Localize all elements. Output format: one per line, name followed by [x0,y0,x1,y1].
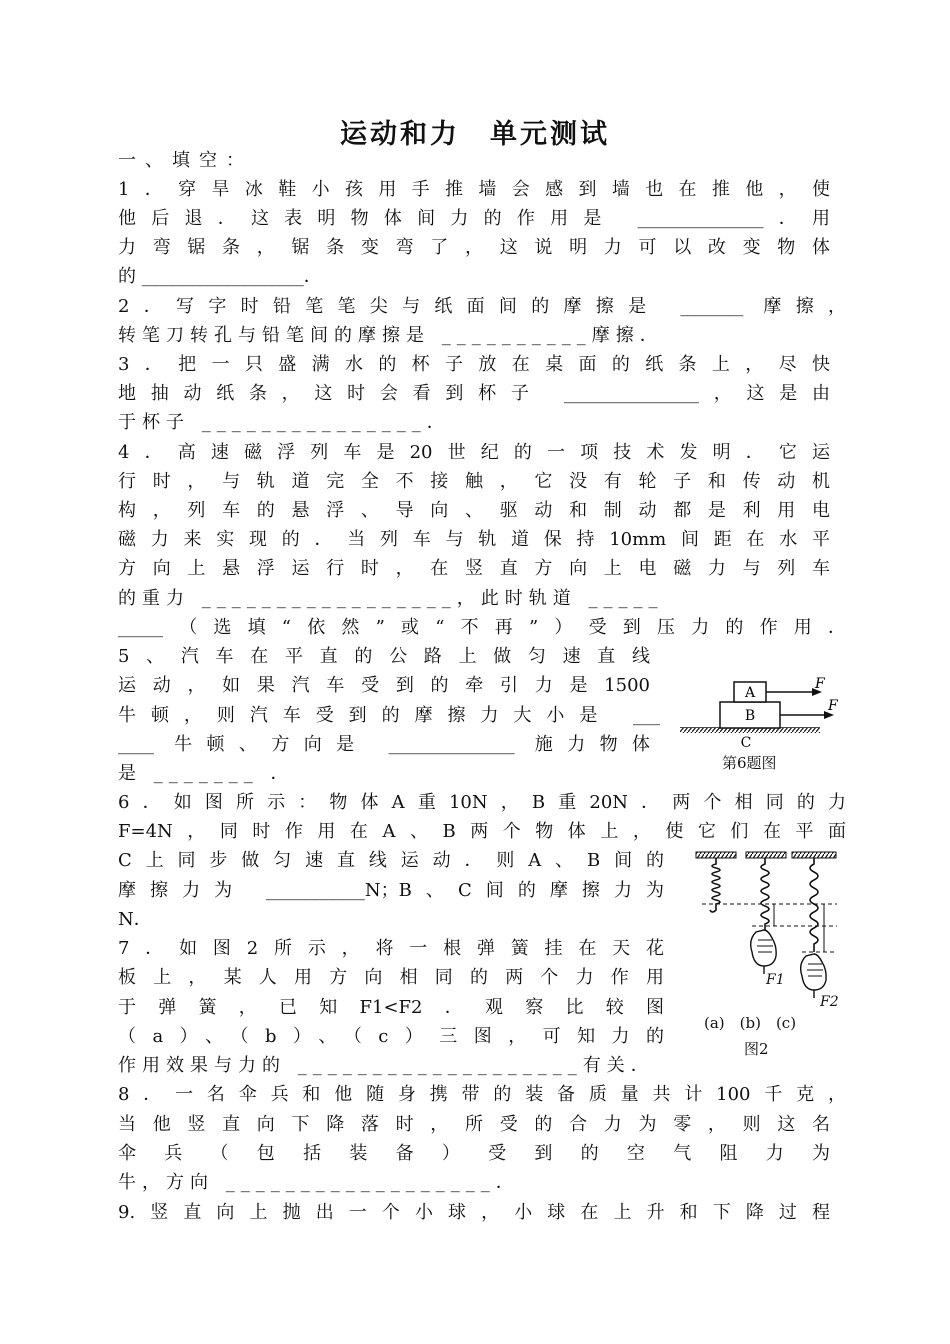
question-line: 7．如图2所示，将一根弹簧挂在天花 [118,938,664,959]
question-line: F=4N，同时作用在A、B两个物体上，使它们在平面 [118,821,846,842]
ceiling-c [792,852,836,858]
question-line: 5、汽车在平直的公路上做匀速直线 [118,646,650,667]
label-b: B [744,708,756,724]
spring-b [761,858,769,930]
spring-c [810,858,818,952]
question-line: 他后退．这表明物体间力的作用是 ______________．用 [118,208,830,229]
label-f2: F2 [820,994,839,1010]
ceiling-b [746,852,786,858]
figure-6-blocks [672,672,842,752]
question-line: ____ 牛顿、方向是 ______________ 施力物体 [118,734,650,755]
label-a: A [744,685,756,701]
question-line: 构，列车的悬浮、导向、驱动和制动都是利用电 [118,500,830,521]
question-line: 运动，如果汽车受到的牵引力是1500 [118,675,650,696]
blocks-diagram [672,672,842,752]
question-line: （a）、（b）、（c）三图，可知力的 [118,1026,664,1047]
question-line: 板上，某人用方向相同的两个力作用 [118,967,664,988]
question-line: C上同步做匀速直线运动．则A、B间的 [118,850,664,871]
question-line: 转笔刀转孔与铅笔间的摩擦是 __________摩擦． [118,325,664,346]
question-line: N． [118,909,152,930]
question-line: 地抽动纸条，这时会看到杯子 _______________，这是由 [118,383,830,404]
hand-b-icon [751,930,777,966]
question-line: 牛顿，则汽车受到的摩擦力大小是 ___ [118,705,660,726]
question-line: 摩擦力为 ___________N；B、C间的摩擦力为 [118,880,664,901]
question-line: 力弯锯条，锯条变弯了，这说明力可以改变物体 [118,237,830,258]
question-line: 行时，与轨道完全不接触，它没有轮子和传动机 [118,471,830,492]
question-line: 9.竖直向上抛出一个小球，小球在上升和下降过程 [118,1202,830,1223]
question-line: 作用效果与力的 ___________________有关． [118,1055,655,1076]
ceiling-a [696,852,736,858]
question-line: 于杯子 _______________． [118,412,451,433]
page-title: 运动和力 单元测试 [340,119,610,150]
section-heading: 一、填空： [118,150,253,171]
hand-c-icon [801,954,827,990]
figure-6-caption: 第6题图 [722,754,777,772]
question-line: 伞兵（包括装备）受到的空气阻力为 [118,1143,830,1164]
figure-2-caption: 图2 [744,1040,769,1058]
question-line: 于弹簧，已知F1<F2．观察比较图 [118,997,664,1018]
question-line: 当他竖直向下降落时，所受的合力为零，则这名 [118,1114,830,1135]
question-line: 牛，方向 __________________． [118,1172,520,1193]
question-line: 是 _______ ． [118,763,295,784]
question-line: _____（选填“依然”或“不再”）受到压力的作用． [118,617,846,638]
question-line: 3．把一只盛满水的杯子放在桌面的纸条上，尽快 [118,354,830,375]
question-line: 的重力 _________________，此时轨道 _____ [118,588,664,609]
force-label-b: F [828,698,838,714]
figure-2-subcaptions: (a) (b) (c) [704,1014,797,1032]
label-f1: F1 [766,972,785,988]
question-line: 6．如图所示：物体A重10N，B重20N．两个相同的力 [118,792,846,813]
question-line: 8．一名伞兵和他随身携带的装备质量共计100千克， [118,1084,846,1105]
question-line: 磁力来实现的．当列车与轨道保持10mm间距在水平 [118,529,830,550]
question-line: 1．穿旱冰鞋小孩用手推墙会感到墙也在推他，使 [118,179,830,200]
label-c: C [740,735,752,751]
question-line: 的 __________________． [118,266,322,287]
question-line: 方向上悬浮运行时，在竖直方向上电磁力与列车 [118,558,830,579]
force-label-a: F [815,676,825,692]
question-line: 4．高速磁浮列车是20世纪的一项技术发明．它运 [118,442,830,463]
question-line: 2．写字时铅笔笔尖与纸面间的摩擦是 _______ 摩擦， [118,296,846,317]
